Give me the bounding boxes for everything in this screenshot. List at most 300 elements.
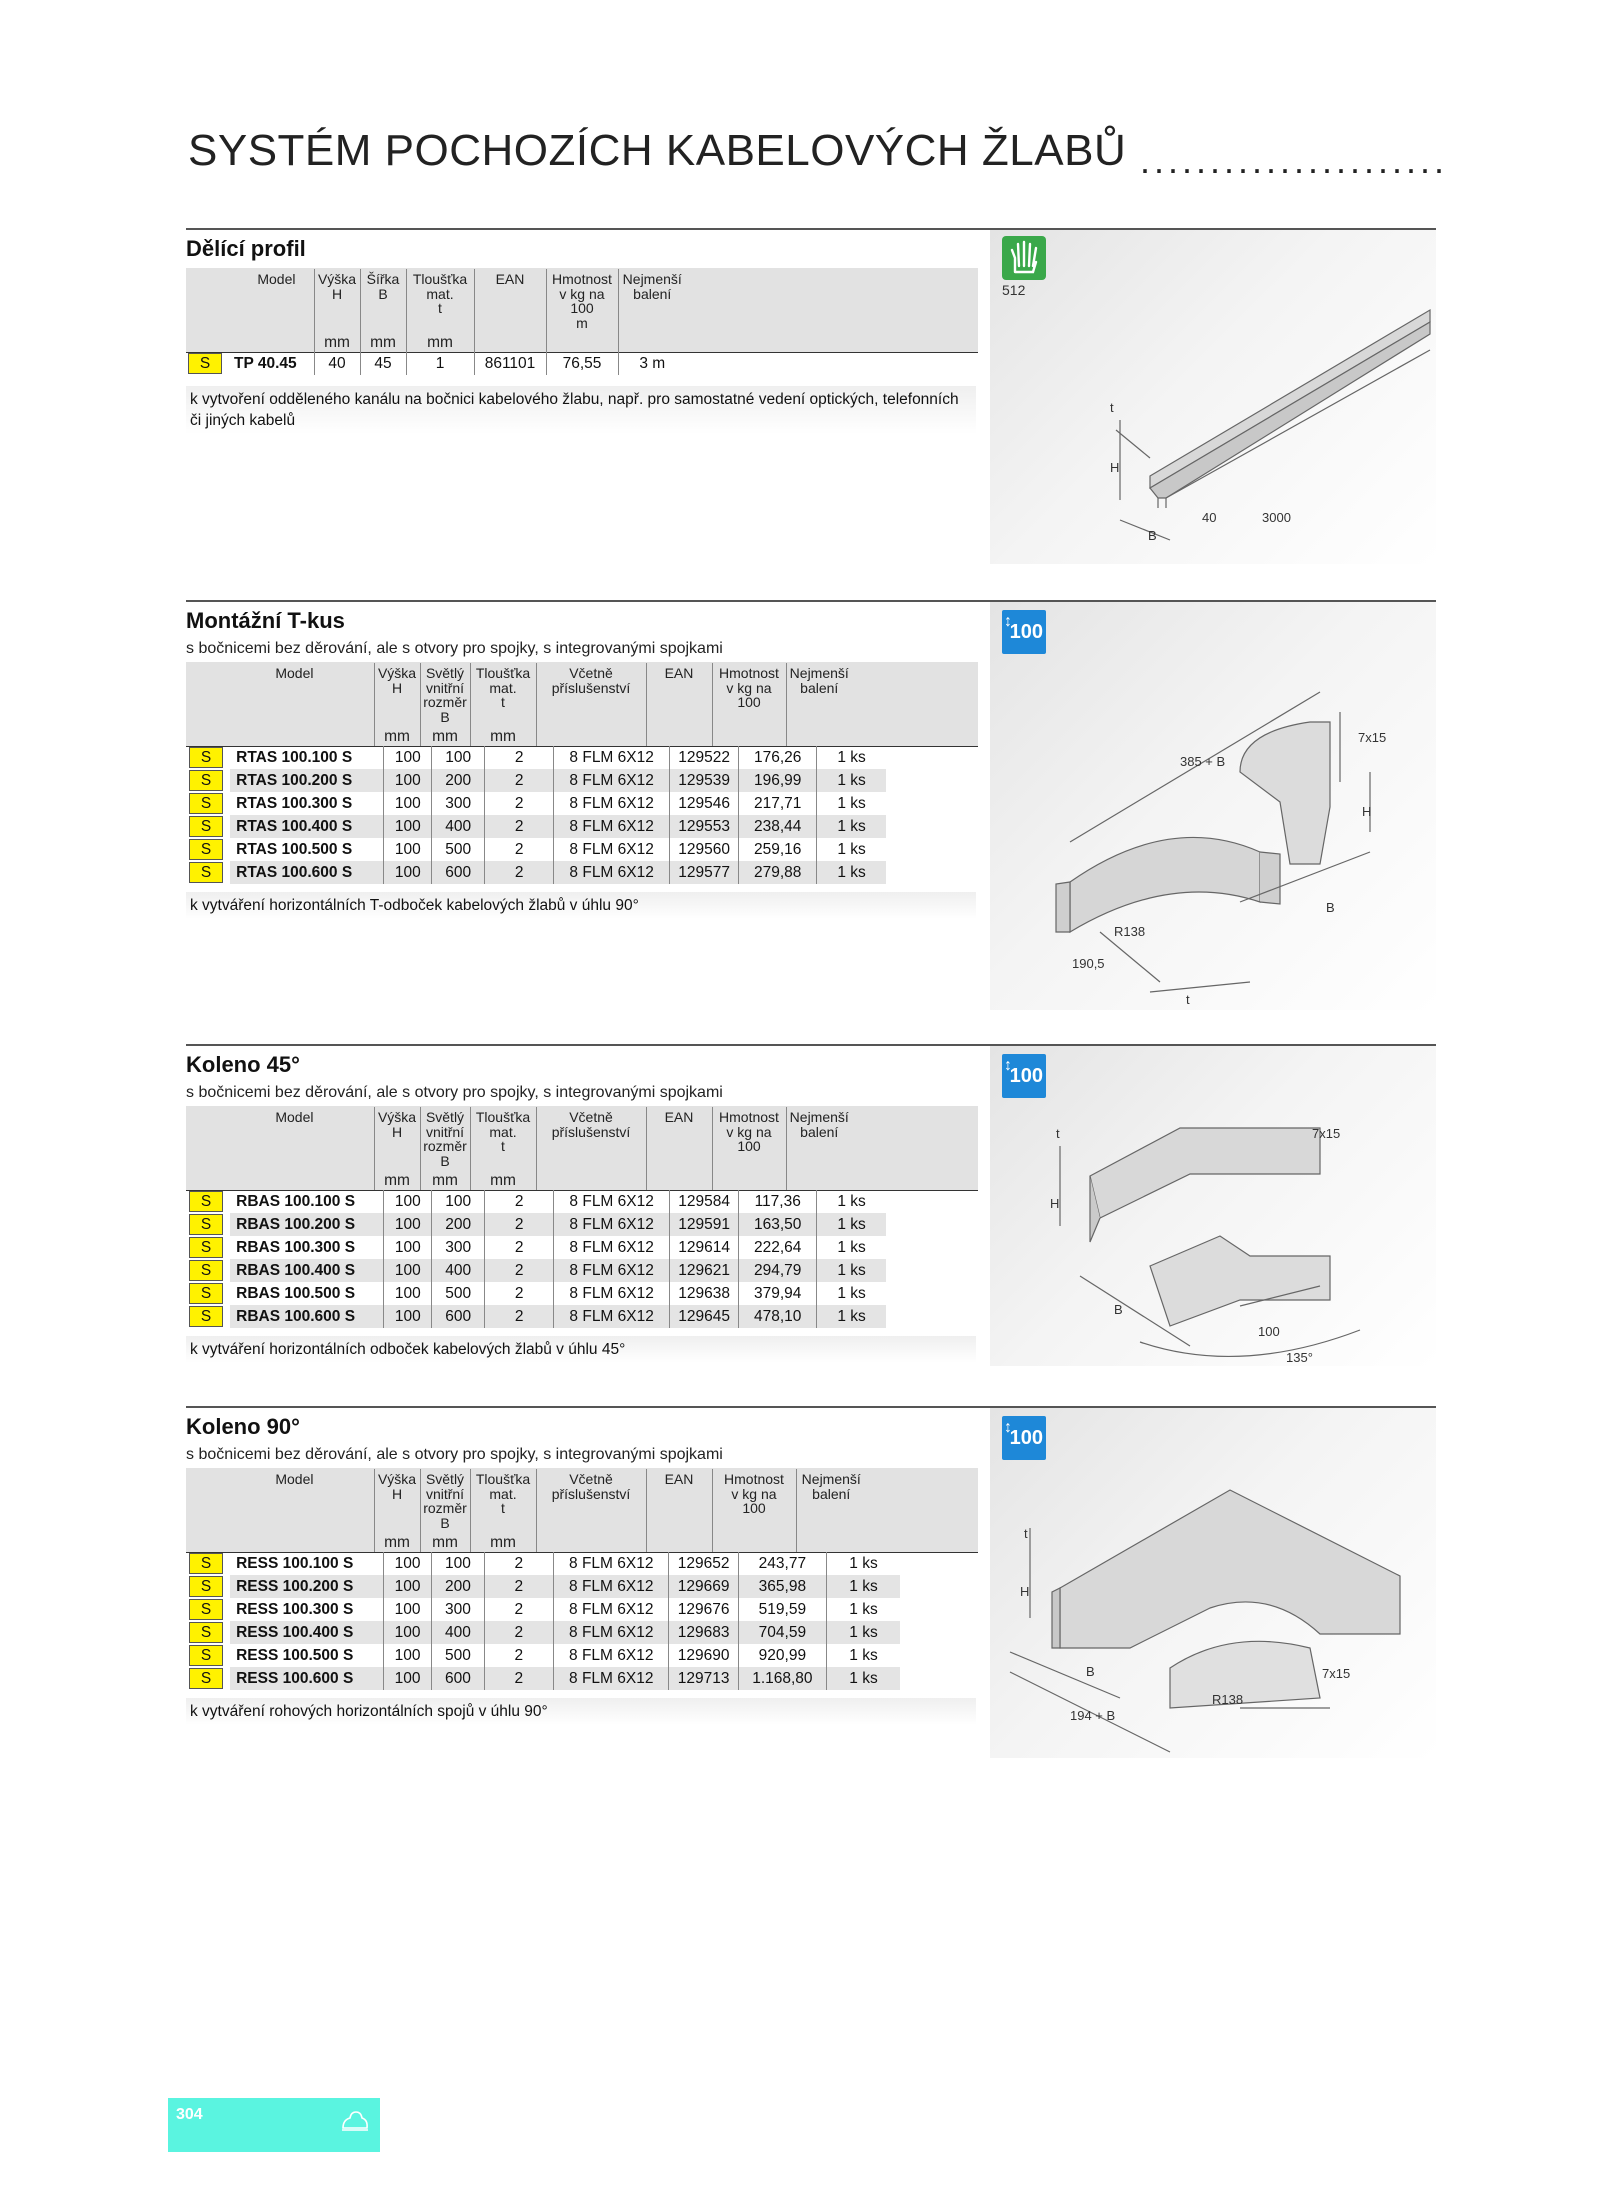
model-cell: TP 40.45 [234, 354, 297, 372]
model-cell: RTAS 100.600 S [230, 861, 383, 884]
cell: 2 [484, 1598, 553, 1621]
section-montazni-t-kus [186, 600, 1436, 1020]
section-koleno-45 [186, 1044, 1436, 1374]
cell: 400 [432, 815, 485, 838]
cell: 2 [484, 792, 553, 815]
stock-flag-cell [186, 815, 230, 838]
col-header: Hmotnost v kg na 100 [712, 1469, 796, 1531]
cell: 200 [432, 1213, 485, 1236]
unit-cell-spacer [866, 1530, 978, 1552]
cell: 478,10 [739, 1305, 817, 1328]
diagram-label: H [1020, 1584, 1030, 1599]
model-cell: RBAS 100.100 S [236, 1192, 356, 1210]
cell: 365,98 [738, 1575, 826, 1598]
col-header: Nejmenší balení [796, 1469, 866, 1531]
diagram-label: 190,5 [1072, 956, 1105, 971]
cell: 129621 [669, 1259, 738, 1282]
unit-cell [474, 330, 546, 352]
unit-cell [786, 724, 852, 746]
model-cell: RTAS 100.400 S [230, 815, 383, 838]
cell: 400 [432, 1259, 485, 1282]
unit-cell-spacer [852, 724, 978, 746]
stock-flag: S [189, 1191, 223, 1212]
unit-cell: mm [470, 1168, 536, 1190]
cell: 8 FLM 6X12 [553, 1598, 669, 1621]
cell: 600 [432, 861, 485, 884]
cell: 294,79 [739, 1259, 817, 1282]
table-row [186, 815, 886, 838]
cell: 1 ks [817, 792, 886, 815]
stock-flag-cell [186, 1598, 230, 1621]
unit-cell [712, 1530, 796, 1552]
cell: 279,88 [739, 861, 817, 884]
cell: 129683 [669, 1621, 738, 1644]
cell: 222,64 [739, 1236, 817, 1259]
stock-flag-cell [186, 1667, 230, 1690]
model-cell: RESS 100.400 S [230, 1621, 383, 1644]
unit-cell: mm [470, 1530, 536, 1552]
cell: 129638 [669, 1282, 738, 1305]
col-header: Model [186, 1469, 374, 1531]
cell: 8 FLM 6X12 [554, 746, 670, 769]
cell: 8 FLM 6X12 [554, 1259, 670, 1282]
unit-cell: mm [374, 724, 420, 746]
cell: 100 [383, 1621, 431, 1644]
table-units-row [186, 724, 978, 746]
spec-table [186, 268, 978, 353]
cell: 100 [432, 1190, 485, 1213]
diagram-label-h: H [1110, 460, 1120, 475]
stock-flag: S [189, 1237, 223, 1258]
section-title: Dělící profil [186, 236, 306, 261]
cell: 100 [383, 1667, 431, 1690]
stock-flag-cell [186, 1190, 230, 1213]
cell: 1 ks [817, 1236, 886, 1259]
unit-cell [646, 1168, 712, 1190]
cell: 1 ks [817, 838, 886, 861]
cell: 100 [383, 1598, 431, 1621]
product-image-panel [990, 1046, 1436, 1366]
spec-table [186, 1468, 978, 1553]
cell: 2 [484, 838, 553, 861]
diagram-label: t [1186, 992, 1190, 1007]
cell: 1.168,80 [738, 1667, 826, 1690]
cell: 2 [484, 1236, 553, 1259]
cell: 8 FLM 6X12 [553, 1667, 669, 1690]
spec-table-body [186, 1190, 886, 1328]
cell: 163,50 [739, 1213, 817, 1236]
diagram-label: t [1024, 1526, 1028, 1541]
table-units-row [186, 1168, 978, 1190]
cell: 2 [484, 1644, 553, 1667]
diagram-label: B [1114, 1302, 1123, 1317]
col-header: Světlý vnitřní rozměr B [420, 1469, 470, 1531]
cell: 1 ks [817, 769, 886, 792]
col-header: EAN [474, 269, 546, 331]
diagram-label-t: t [1110, 400, 1114, 415]
unit-cell [786, 1168, 852, 1190]
cell: 129591 [669, 1213, 738, 1236]
stock-flag-cell [186, 746, 230, 769]
cell: 2 [484, 1259, 553, 1282]
table-row [186, 1575, 900, 1598]
col-header-spacer [852, 663, 978, 725]
cell: 8 FLM 6X12 [554, 1305, 670, 1328]
col-header: Tloušťka mat. t [470, 1469, 536, 1531]
col-header: EAN [646, 1107, 712, 1169]
cell: 100 [383, 1575, 431, 1598]
unit-cell-spacer [852, 1168, 978, 1190]
stock-flag-cell [186, 792, 230, 815]
section-note: k vytvoření odděleného kanálu na bočnici kabelového žlabu, např. pro samostatné vedení optických, telefonních či jiných kabelů [186, 386, 976, 434]
stock-flag-cell [186, 1236, 230, 1259]
cell: 129676 [669, 1598, 738, 1621]
cell: 8 FLM 6X12 [553, 1644, 669, 1667]
cell: 238,44 [739, 815, 817, 838]
model-cell: RBAS 100.200 S [230, 1213, 383, 1236]
unit-cell [186, 724, 374, 746]
stock-flag: S [189, 1576, 223, 1597]
cell: 8 FLM 6X12 [554, 1213, 670, 1236]
unit-cell: mm [420, 724, 470, 746]
section-delici-profil [186, 228, 1436, 568]
table-header-row [186, 269, 978, 331]
col-header: EAN [646, 663, 712, 725]
cell: 2 [484, 1282, 553, 1305]
page-title: SYSTÉM POCHOZÍCH KABELOVÝCH ŽLABŮ [188, 126, 1127, 175]
model-cell: RESS 100.200 S [230, 1575, 383, 1598]
cell: 259,16 [739, 838, 817, 861]
table-row [186, 792, 886, 815]
model-cell: RESS 100.300 S [236, 1600, 354, 1618]
diagram-label-b: B [1148, 528, 1157, 543]
stock-flag-cell [186, 1213, 230, 1236]
cell: 500 [432, 1282, 485, 1305]
cell: 1 ks [826, 1575, 900, 1598]
diagram-label-width: 40 [1202, 510, 1217, 525]
stock-flag-cell [186, 1305, 230, 1328]
table-row [186, 1552, 900, 1575]
table-row [186, 861, 886, 884]
unit-cell: mm [374, 1530, 420, 1552]
cell: 2 [484, 1552, 553, 1575]
cell: 45 [360, 352, 406, 375]
cell: 129645 [669, 1305, 738, 1328]
cell: 8 FLM 6X12 [554, 1190, 670, 1213]
cell: 2 [484, 861, 553, 884]
cell: 100 [384, 746, 432, 769]
table-row [186, 1190, 886, 1213]
section-koleno-90 [186, 1406, 1436, 1766]
cell: 1 ks [826, 1552, 900, 1575]
table-header-row [186, 663, 978, 725]
table-row [186, 1282, 886, 1305]
cell: 8 FLM 6X12 [554, 815, 670, 838]
cell: 129713 [669, 1667, 738, 1690]
cell: 1 ks [817, 1213, 886, 1236]
cell: 1 ks [817, 861, 886, 884]
cell: 117,36 [739, 1190, 817, 1213]
cell: 8 FLM 6X12 [553, 1621, 669, 1644]
unit-cell: mm [470, 724, 536, 746]
stock-flag: S [189, 1645, 223, 1666]
cell: 100 [384, 792, 432, 815]
cell: 196,99 [739, 769, 817, 792]
cell: 176,26 [739, 746, 817, 769]
badge-value: 100 [1009, 621, 1043, 643]
section-title: Koleno 90° [186, 1414, 300, 1439]
cell: 100 [383, 1644, 431, 1667]
cell: 1 [406, 352, 474, 375]
section-subtitle: s bočnicemi bez děrování, ale s otvory pro spojky, s integrovanými spojkami [186, 640, 723, 657]
height-arrow-icon: ↕ [1004, 613, 1012, 630]
model-cell: RESS 100.100 S [236, 1554, 354, 1572]
cell: 100 [384, 815, 432, 838]
unit-cell: mm [420, 1530, 470, 1552]
diagram-label: 194 + B [1070, 1708, 1116, 1723]
diagram-label: 385 + B [1180, 754, 1226, 769]
model-cell: RBAS 100.300 S [236, 1238, 356, 1256]
table-header-row [186, 1107, 978, 1169]
cell: 129690 [669, 1644, 738, 1667]
section-title: Montážní T-kus [186, 608, 345, 633]
unit-cell [618, 330, 686, 352]
diagram-label: 7x15 [1322, 1666, 1351, 1681]
col-header: Výška H [374, 1107, 420, 1169]
cell: 1 ks [817, 746, 886, 769]
stock-flag: S [189, 816, 223, 837]
unit-cell [646, 1530, 712, 1552]
cell: 400 [432, 1621, 485, 1644]
cell: 8 FLM 6X12 [554, 838, 670, 861]
cell: 8 FLM 6X12 [553, 1552, 669, 1575]
product-image-panel [990, 1408, 1436, 1758]
col-header: Nejmenší balení [618, 269, 686, 331]
col-header: Hmotnost v kg na 100 m [546, 269, 618, 331]
stock-flag-cell [186, 1259, 230, 1282]
diagram-label: 135° [1286, 1350, 1313, 1365]
cell: 129669 [669, 1575, 738, 1598]
unit-cell [536, 724, 646, 746]
col-header: Výška H [374, 1469, 420, 1531]
section-title: Koleno 45° [186, 1052, 300, 1077]
col-header: Tloušťka mat. t [470, 1107, 536, 1169]
table-row [186, 1644, 900, 1667]
table-row [186, 1236, 886, 1259]
height-arrow-icon: ↕ [1004, 1419, 1012, 1436]
stock-flag-cell [186, 861, 230, 884]
table-header-row [186, 1469, 978, 1531]
page-footer [168, 2098, 380, 2152]
cell: 704,59 [738, 1621, 826, 1644]
unit-cell [712, 724, 786, 746]
table-row [186, 1667, 900, 1690]
cell: 100 [384, 1305, 432, 1328]
badge-value: 100 [1009, 1065, 1043, 1087]
cell: 2 [484, 1213, 553, 1236]
stock-flag-cell [186, 838, 230, 861]
unit-cell [186, 330, 314, 352]
stock-flag: S [189, 1622, 223, 1643]
table-row [186, 1598, 900, 1621]
cell: 100 [384, 1259, 432, 1282]
col-header: Hmotnost v kg na 100 [712, 663, 786, 725]
cell: 379,94 [739, 1282, 817, 1305]
cell: 129539 [669, 769, 738, 792]
stock-flag-cell [186, 769, 230, 792]
unit-cell: mm [360, 330, 406, 352]
spec-table-body [186, 1552, 900, 1690]
model-cell: RTAS 100.100 S [236, 748, 353, 766]
table-row [186, 1259, 886, 1282]
badge-value: 100 [1009, 1427, 1043, 1449]
cell: 1 ks [817, 815, 886, 838]
model-cell: RESS 100.600 S [230, 1667, 383, 1690]
stock-flag: S [189, 1553, 223, 1574]
cell: 129652 [669, 1552, 738, 1575]
model-cell: RTAS 100.300 S [236, 794, 353, 812]
cell: 200 [432, 769, 485, 792]
col-header: Včetně příslušenství [536, 1469, 646, 1531]
cell: 76,55 [546, 352, 618, 375]
col-header: Nejmenší balení [786, 1107, 852, 1169]
product-image-panel [990, 602, 1436, 1010]
cell: 243,77 [738, 1552, 826, 1575]
cell: 100 [384, 1190, 432, 1213]
cell: 2 [484, 746, 553, 769]
cell: 100 [384, 1236, 432, 1259]
cell: 129560 [669, 838, 738, 861]
cell: 129546 [669, 792, 738, 815]
cell: 129614 [669, 1236, 738, 1259]
spec-table-body [186, 352, 978, 375]
col-header: Model [186, 663, 374, 725]
cell: 129522 [669, 746, 738, 769]
cell: 40 [314, 352, 360, 375]
section-subtitle: s bočnicemi bez děrování, ale s otvory pro spojky, s integrovanými spojkami [186, 1084, 723, 1101]
table-row [186, 769, 886, 792]
col-header-spacer [866, 1469, 978, 1531]
stock-flag: S [189, 770, 223, 791]
cell: 500 [432, 838, 485, 861]
stock-flag-cell [186, 1644, 230, 1667]
cell: 100 [384, 1282, 432, 1305]
cell: 1 ks [826, 1667, 900, 1690]
diagram-label: 100 [1258, 1324, 1280, 1339]
model-cell: RTAS 100.200 S [230, 769, 383, 792]
table-row [186, 838, 886, 861]
cell: 100 [384, 838, 432, 861]
stock-flag-cell [186, 352, 228, 375]
stock-flag: S [189, 793, 223, 814]
cell: 300 [432, 1598, 485, 1621]
cell: 100 [432, 746, 485, 769]
stock-flag: S [189, 1214, 223, 1235]
table-row [186, 1305, 886, 1328]
cell: 1 ks [826, 1644, 900, 1667]
stock-flag: S [189, 1599, 223, 1620]
stock-flag-cell [186, 1621, 230, 1644]
cell: 2 [484, 1621, 553, 1644]
cell: 300 [432, 792, 485, 815]
cell: 300 [432, 1236, 485, 1259]
cell: 861101 [474, 352, 546, 375]
cell: 1 ks [817, 1190, 886, 1213]
cell: 129584 [669, 1190, 738, 1213]
stock-flag-cell [186, 1552, 230, 1575]
stock-flag: S [189, 1260, 223, 1281]
col-header: Nejmenší balení [786, 663, 852, 725]
col-header: EAN [646, 1469, 712, 1531]
spec-table [186, 662, 978, 747]
cell: 1 ks [826, 1621, 900, 1644]
unit-cell [646, 724, 712, 746]
cell: 129577 [669, 861, 738, 884]
stock-flag: S [189, 862, 223, 883]
stock-flag: S [189, 747, 223, 768]
unit-cell [536, 1168, 646, 1190]
diagram-label: H [1362, 804, 1372, 819]
col-header: Tloušťka mat. t [406, 269, 474, 331]
table-row [186, 352, 978, 375]
diagram-label: R138 [1114, 924, 1146, 939]
cell: 519,59 [738, 1598, 826, 1621]
diagram-label: B [1326, 900, 1335, 915]
col-header: Výška H [314, 269, 360, 331]
col-header: Výška H [374, 663, 420, 725]
section-note: k vytváření horizontálních T-odboček kabelových žlabů v úhlu 90° [186, 892, 976, 919]
diagram-label: H [1050, 1196, 1060, 1211]
col-header: Včetně příslušenství [536, 663, 646, 725]
cell: 1 ks [817, 1259, 886, 1282]
unit-cell: mm [406, 330, 474, 352]
table-row [186, 746, 886, 769]
stock-flag-cell [186, 1575, 230, 1598]
diagram-label: t [1056, 1126, 1060, 1141]
cell: 129553 [669, 815, 738, 838]
unit-cell [186, 1168, 374, 1190]
unit-cell [796, 1530, 866, 1552]
spec-table-body [186, 746, 886, 884]
diagram-label: 7x15 [1358, 730, 1387, 745]
col-header: Tloušťka mat. t [470, 663, 536, 725]
table-row [186, 1621, 900, 1644]
diagram-label: B [1086, 1664, 1095, 1679]
unit-cell: mm [374, 1168, 420, 1190]
cell: 2 [484, 769, 553, 792]
cell: 8 FLM 6X12 [554, 861, 670, 884]
stock-flag: S [188, 353, 222, 374]
unit-cell: mm [314, 330, 360, 352]
section-note: k vytváření rohových horizontálních spojů v úhlu 90° [186, 1698, 976, 1725]
section-subtitle: s bočnicemi bez děrování, ale s otvory pro spojky, s integrovanými spojkami [186, 1446, 723, 1463]
col-header: Hmotnost v kg na 100 [712, 1107, 786, 1169]
col-header: Světlý vnitřní rozměr B [420, 663, 470, 725]
unit-cell: mm [420, 1168, 470, 1190]
diagram-label-length: 3000 [1262, 510, 1291, 525]
diagram-label: 7x15 [1312, 1126, 1341, 1141]
col-header: Model [186, 269, 314, 331]
cell: 100 [432, 1552, 485, 1575]
unit-cell [546, 330, 618, 352]
spec-table [186, 1106, 978, 1191]
cell: 100 [383, 1552, 431, 1575]
cell: 2 [484, 1667, 553, 1690]
height-arrow-icon: ↕ [1004, 1057, 1012, 1074]
stock-flag: S [189, 1283, 223, 1304]
cell: 200 [432, 1575, 485, 1598]
cell: 920,99 [738, 1644, 826, 1667]
